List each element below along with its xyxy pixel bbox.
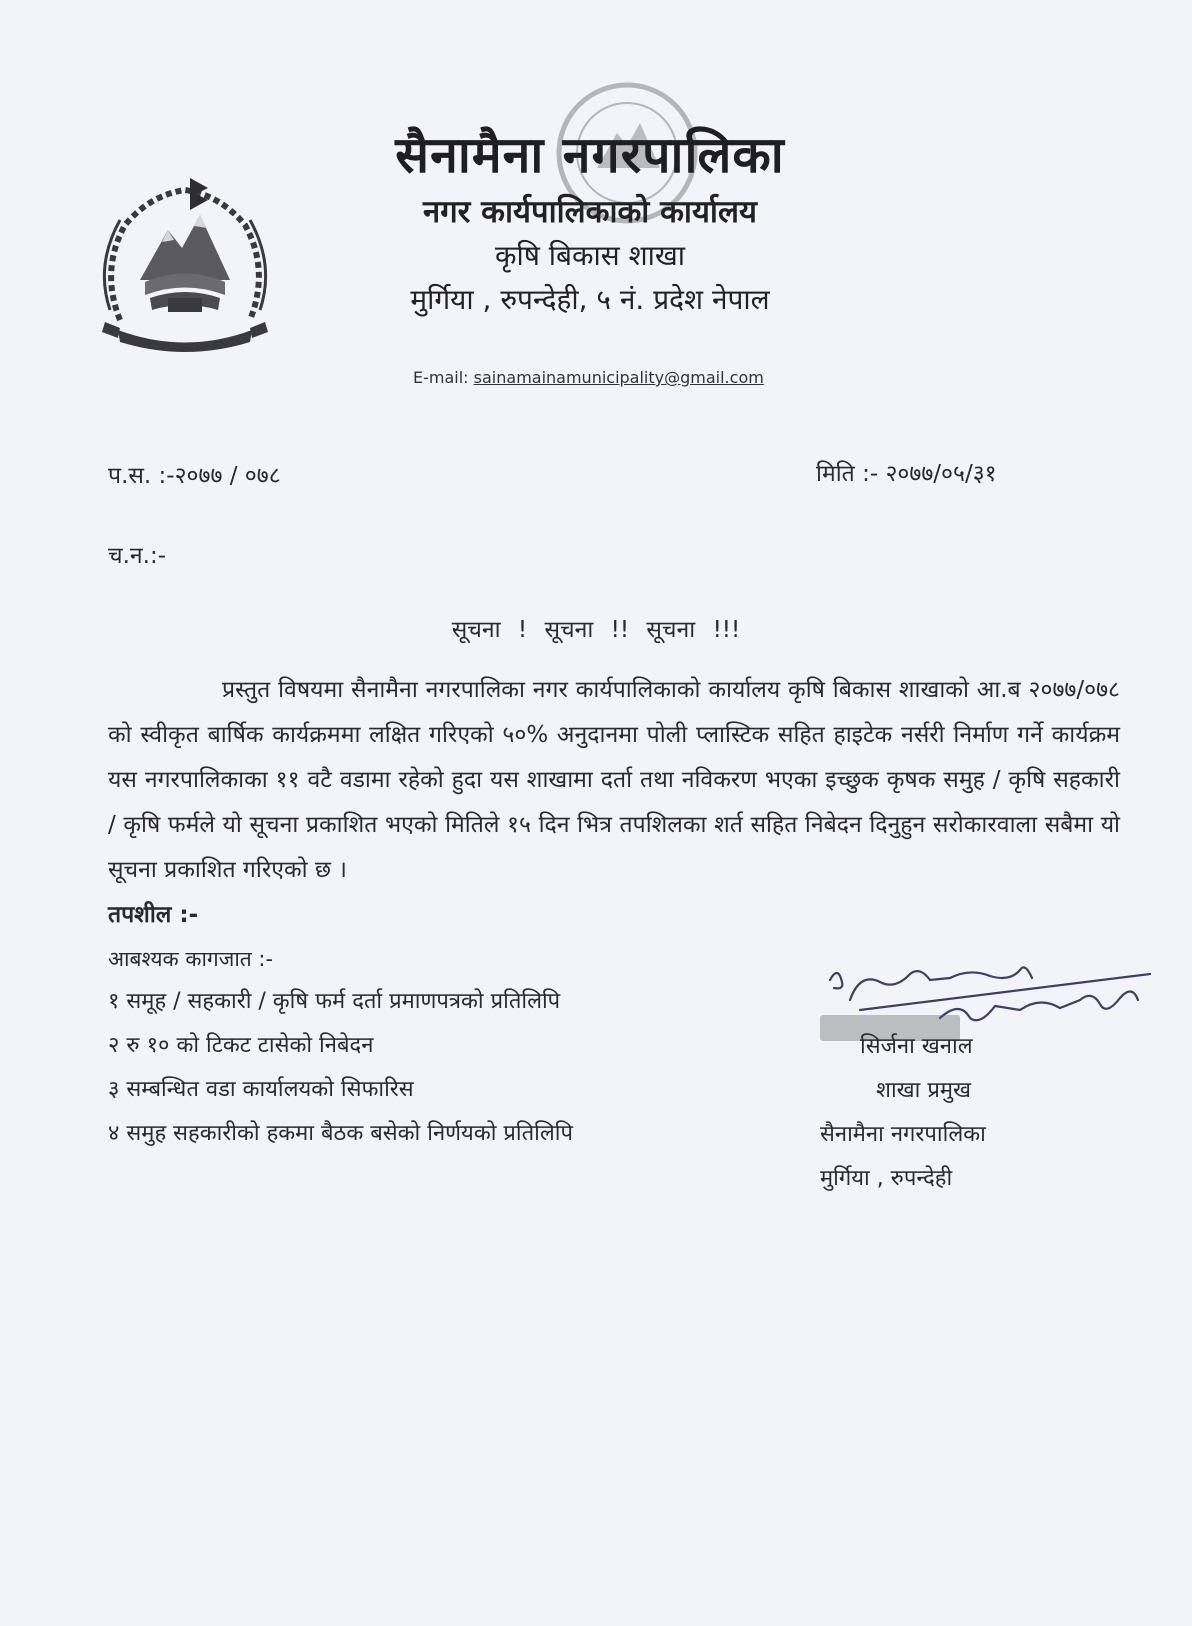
municipality-title: सैनामैना नगरपालिका [395, 126, 785, 184]
notice-heading: सूचना ! सूचना !! सूचना !!! [451, 617, 741, 643]
details-heading: तपशील :- [108, 902, 199, 928]
office-address: मुर्गिया , रुपन्देही, ५ नं. प्रदेश नेपाल [410, 283, 770, 316]
email-link[interactable]: sainamainamunicipality@gmail.com [473, 368, 764, 387]
dispatch-number: च.न.:- [108, 543, 167, 569]
list-item: २ रु १० को टिकट टासेको निबेदन [108, 1033, 374, 1058]
reference-number: प.स. :-२०७७ / ०७८ [108, 463, 281, 489]
notice-body: प्रस्तुत विषयमा सैनामैना नगरपालिका नगर कार्यपालिकाको कार्यालय कृषि बिकास शाखाको आ.ब २०७७/०७८ को स्वीकृत बार्षिक कार्यक्रममा लक्षित गरिएको ५०% अनुदानमा पोली प्लास्टिक सहित हाइटेक नर्सरी निर्माण गर्ने कार्यक्रम यस नगरपालिकाका ११ वटै वडामा रहेको हुदा यस शाखामा दर्ता तथा नविकरण भएका इच्छुक कृषक समुह / कृषि सहकारी / कृषि फर्मले यो सूचना प्रकाशित भएको मितिले १५ दिन भित्र तपशिलका शर्त सहित निबेदन दिनुहुन सरोकारवाला सबैमा यो सूचना प्रकाशित गरिएको छ । [108, 677, 1120, 883]
list-item: ३ सम्बन्धित वडा कार्यालयको सिफारिस [108, 1077, 414, 1102]
email-line [413, 368, 764, 387]
letterhead [330, 120, 850, 322]
list-item: १ समूह / सहकारी / कृषि फर्म दर्ता प्रमाणपत्रको प्रतिलिपि [108, 989, 561, 1014]
signatory-designation: शाखा प्रमुख [876, 1078, 972, 1103]
signatory-place: मुर्गिया , रुपन्देही [820, 1166, 953, 1191]
email-label: E-mail: [413, 368, 469, 387]
nepal-emblem-icon [90, 170, 280, 355]
list-item: ४ समुह सहकारीको हकमा बैठक बसेको निर्णयको प्रतिलिपि [108, 1121, 573, 1146]
signatory-organization: सैनामैना नगरपालिका [820, 1122, 986, 1147]
required-documents-heading: आबश्यक कागजात :- [108, 947, 274, 971]
signature-block [820, 960, 1160, 1200]
required-documents-list [108, 980, 573, 1156]
letter-date: मिति :- २०७७/०५/३१ [816, 461, 997, 487]
branch-name: कृषि बिकास शाखा [494, 239, 686, 272]
signatory-name: सिर्जना खनाल [860, 1034, 973, 1059]
office-name: नगर कार्यपालिकाको कार्यालय [423, 194, 757, 230]
